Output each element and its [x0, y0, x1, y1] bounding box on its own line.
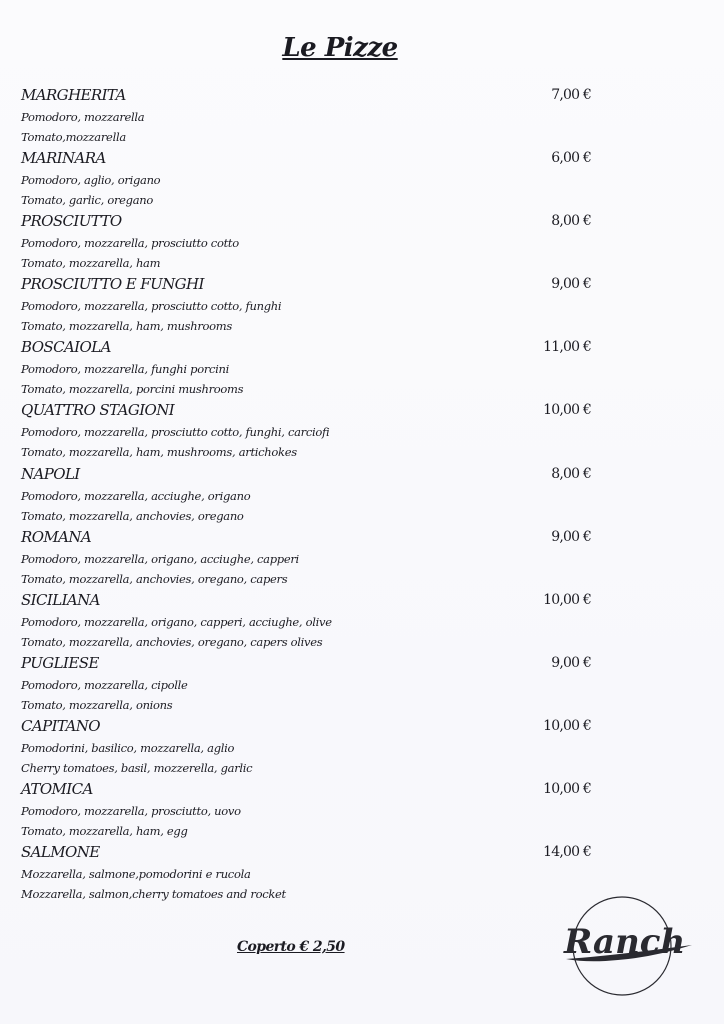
item-name: MARINARA — [21, 149, 106, 168]
item-name: BOSCAIOLA — [21, 338, 111, 357]
item-ingredients-en: Tomato, mozzarella, ham, mushrooms — [21, 319, 232, 334]
menu-item — [21, 715, 591, 778]
item-price: 9,00 € — [551, 654, 591, 671]
menu-item — [21, 210, 591, 273]
logo-text: Ranch — [564, 922, 686, 962]
item-ingredients-it: Pomodorini, basilico, mozzarella, aglio — [21, 740, 235, 755]
item-ingredients-it: Mozzarella, salmone,pomodorini e rucola — [21, 867, 251, 882]
item-ingredients-en: Tomato, mozzarella, porcini mushrooms — [21, 382, 244, 397]
item-ingredients-en: Tomato, garlic, oregano — [21, 193, 154, 208]
item-name: ATOMICA — [21, 780, 93, 799]
item-ingredients-en: Mozzarella, salmon,cherry tomatoes and rocket — [21, 887, 286, 902]
item-ingredients-en: Tomato, mozzarella, anchovies, oregano, capers — [21, 571, 288, 586]
item-price: 8,00 € — [551, 213, 591, 230]
item-price: 9,00 € — [551, 276, 591, 293]
menu-item — [21, 652, 591, 715]
item-ingredients-en: Tomato,mozzarella — [21, 130, 126, 144]
menu-item — [21, 526, 591, 589]
item-price: 8,00 € — [551, 465, 591, 482]
menu-item — [21, 841, 591, 904]
item-name: PUGLIESE — [21, 653, 99, 672]
cover-charge: Coperto € 2,50 — [237, 939, 345, 955]
item-ingredients-en: Tomato, mozzarella, onions — [21, 697, 173, 712]
item-ingredients-it: Pomodoro, mozzarella, prosciutto cotto, funghi, carciofi — [21, 425, 330, 440]
item-price: 7,00 € — [551, 87, 591, 103]
item-name: PROSCIUTTO — [21, 212, 122, 231]
item-price: 10,00 € — [543, 591, 591, 608]
item-ingredients-en: Cherry tomatoes, basil, mozzerella, garlic — [21, 760, 253, 775]
pizza-list — [21, 84, 591, 904]
menu-item — [21, 84, 591, 147]
item-name: SICILIANA — [21, 590, 100, 609]
item-ingredients-it: Pomodoro, mozzarella, funghi porcini — [21, 362, 230, 377]
item-ingredients-it: Pomodoro, mozzarella, prosciutto, uovo — [21, 804, 241, 819]
page-title: Le Pizze — [282, 33, 398, 63]
menu-item — [21, 147, 591, 210]
item-ingredients-en: Tomato, mozzarella, ham, mushrooms, artichokes — [21, 445, 297, 460]
item-name: MARGHERITA — [21, 86, 126, 104]
item-price: 9,00 € — [551, 528, 591, 545]
item-ingredients-it: Pomodoro, mozzarella, prosciutto cotto — [21, 236, 239, 251]
ranch-logo-icon — [558, 893, 698, 999]
item-price: 11,00 € — [543, 339, 591, 356]
item-name: SALMONE — [21, 843, 100, 862]
item-name: NAPOLI — [21, 464, 80, 483]
menu-item — [21, 589, 591, 652]
item-ingredients-en: Tomato, mozzarella, anchovies, oregano, capers olives — [21, 634, 323, 649]
item-price: 10,00 € — [543, 717, 591, 734]
item-ingredients-it: Pomodoro, mozzarella — [21, 110, 145, 124]
item-ingredients-en: Tomato, mozzarella, ham, egg — [21, 824, 188, 839]
item-ingredients-it: Pomodoro, mozzarella, prosciutto cotto, funghi — [21, 299, 282, 314]
item-ingredients-it: Pomodoro, mozzarella, origano, capperi, acciughe, olive — [21, 614, 332, 629]
item-price: 10,00 € — [543, 402, 591, 419]
item-price: 14,00 € — [543, 844, 591, 861]
item-ingredients-en: Tomato, mozzarella, anchovies, oregano — [21, 508, 244, 523]
item-price: 6,00 € — [551, 150, 591, 167]
item-ingredients-it: Pomodoro, aglio, origano — [21, 173, 161, 188]
menu-item — [21, 273, 591, 336]
item-name: PROSCIUTTO E FUNGHI — [21, 275, 204, 294]
item-ingredients-it: Pomodoro, mozzarella, cipolle — [21, 677, 188, 692]
item-ingredients-it: Pomodoro, mozzarella, origano, acciughe, capperi — [21, 551, 299, 566]
item-name: ROMANA — [21, 527, 92, 546]
menu-item — [21, 463, 591, 526]
item-name: QUATTRO STAGIONI — [21, 401, 175, 420]
menu-item — [21, 336, 591, 399]
item-name: CAPITANO — [21, 716, 100, 735]
item-ingredients-en: Tomato, mozzarella, ham — [21, 256, 161, 271]
item-price: 10,00 € — [543, 781, 591, 798]
item-ingredients-it: Pomodoro, mozzarella, acciughe, origano — [21, 488, 251, 503]
menu-item — [21, 778, 591, 841]
menu-item — [21, 399, 591, 462]
